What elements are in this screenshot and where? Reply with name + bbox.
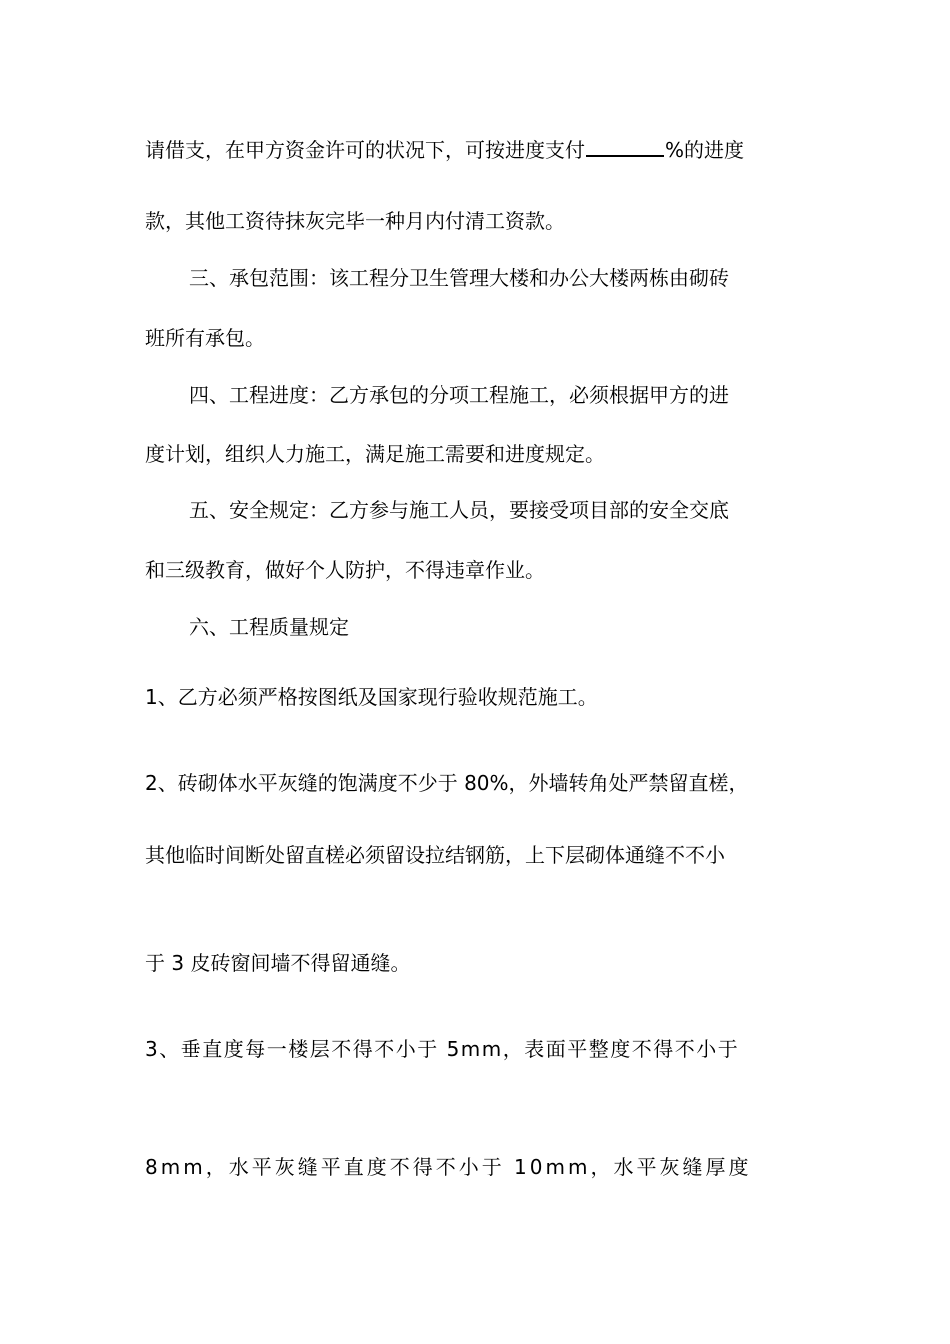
- list-item-3: 3、垂直度每一楼层不得不小于 5mm，表面平整度不得不小于: [145, 1037, 740, 1061]
- section-6-heading: 六、工程质量规定: [189, 615, 349, 639]
- list-item-2: 2、砖砌体水平灰缝的饱满度不少于 80%，外墙转角处严禁留直槎，: [145, 771, 749, 795]
- fill-in-blank: [586, 137, 664, 157]
- section-4-heading-line: 四、工程进度：乙方承包的分项工程施工，必须根据甲方的进: [189, 383, 729, 407]
- text-line-2: 款，其他工资待抹灰完毕一种月内付清工资款。: [145, 209, 565, 233]
- list-item-2-end: 于 3 皮砖窗间墙不得留通缝。: [145, 951, 411, 975]
- text-line-1-before: 请借支，在甲方资金许可的状况下，可按进度支付: [145, 138, 585, 162]
- list-item-3-continued: 8mm，水平灰缝平直度不得不小于 10mm，水平灰缝厚度: [145, 1155, 752, 1179]
- section-3-heading-line: 三、承包范围：该工程分卫生管理大楼和办公大楼两栋由砌砖: [189, 266, 729, 290]
- text-line-1: [145, 137, 810, 163]
- text-line-8: 和三级教育，做好个人防护，不得违章作业。: [145, 558, 545, 582]
- list-item-1: 1、乙方必须严格按图纸及国家现行验收规范施工。: [145, 685, 598, 709]
- list-item-2-continued: 其他临时间断处留直槎必须留设拉结钢筋，上下层砌体通缝不不小: [145, 843, 725, 867]
- text-line-4: 班所有承包。: [145, 326, 265, 350]
- text-line-1-after: %的进度: [665, 138, 745, 162]
- text-line-6: 度计划，组织人力施工，满足施工需要和进度规定。: [145, 442, 605, 466]
- section-5-heading-line: 五、安全规定：乙方参与施工人员，要接受项目部的安全交底: [189, 498, 729, 522]
